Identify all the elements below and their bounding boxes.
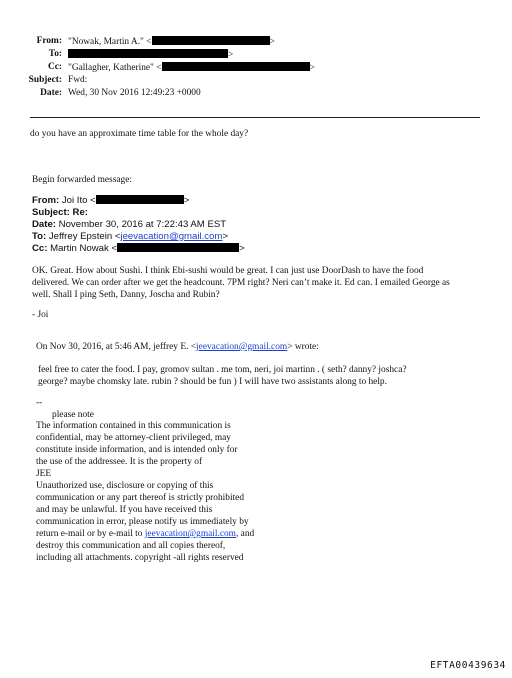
quoted-email-link[interactable]: jeevacation@gmail.com xyxy=(196,342,288,352)
to-label: To: xyxy=(48,49,62,59)
quoted-line-2: george? maybe chomsky late. rubin ? should be fun ) I will have two assistants along to help. xyxy=(38,377,387,387)
signature-separator: -- xyxy=(36,398,43,408)
disclaimer-line: and may be unlawful. If you have received this xyxy=(36,505,213,515)
forwarded-intro: Begin forwarded message: xyxy=(32,175,132,185)
please-note: please note xyxy=(52,410,94,420)
cc-row xyxy=(0,62,315,75)
quoted-intro-pre: On Nov 30, 2016, at 5:46 AM, jeffrey E. < xyxy=(36,342,197,352)
reply-line-2: delivered. We can order after we get the headcount. 7PM right? Neri can’t make it. Ed can. I emailed George as xyxy=(32,278,450,288)
fwd-subject-label: Subject: xyxy=(32,207,70,218)
cc-close: > xyxy=(309,63,315,73)
fwd-to-row xyxy=(32,231,332,243)
disclaimer-line: The information contained in this communication is xyxy=(36,421,231,431)
fwd-to-email-link[interactable]: jeevacation@gmail.com xyxy=(120,231,223,242)
fwd-cc-row xyxy=(32,243,332,255)
disclaimer-line: constitute inside information, and is intended only for xyxy=(36,445,238,455)
cc-label: Cc: xyxy=(47,62,62,72)
fwd-cc-close: > xyxy=(239,243,245,254)
quoted-intro xyxy=(36,342,319,353)
disclaimer-email-link[interactable]: jeevacation@gmail.com xyxy=(144,529,236,539)
fwd-from-close: > xyxy=(183,195,190,206)
fwd-date-label: Date: xyxy=(32,219,56,230)
fwd-cc-label: Cc: xyxy=(32,243,48,254)
fwd-to-close: > xyxy=(222,231,229,242)
fwd-to-label: To: xyxy=(32,231,47,242)
fwd-to-name: Jeffrey Epstein < xyxy=(48,231,121,242)
from-row xyxy=(0,36,300,49)
date-label: Date: xyxy=(40,88,62,98)
subject-label: Subject: xyxy=(28,75,62,85)
disclaimer-line: communication or any part thereof is strictly prohibited xyxy=(36,493,245,503)
from-label: From: xyxy=(36,36,62,46)
fwd-from-row xyxy=(32,195,332,207)
disclaimer-line: including all attachments. copyright -all rights reserved xyxy=(36,553,244,563)
date-row xyxy=(0,88,300,101)
redaction-bar xyxy=(96,195,184,204)
fwd-date-value: November 30, 2016 at 7:22:43 AM EST xyxy=(58,219,227,230)
fwd-from-value: Joi Ito < xyxy=(61,195,96,206)
redaction-bar xyxy=(117,243,239,252)
disclaimer-line: Unauthorized use, disclosure or copying of this xyxy=(36,481,214,491)
fwd-subject-value: Re: xyxy=(72,207,88,218)
reply-signature: - Joi xyxy=(32,310,49,320)
reply-line-1: OK. Great. How about Sushi. I think Ebi-sushi would be great. I can just use DoorDash to have the food xyxy=(32,266,424,276)
redaction-bar xyxy=(162,62,310,71)
quoted-intro-post: > wrote: xyxy=(287,342,319,352)
disclaimer-line: JEE xyxy=(36,469,52,479)
disclaimer-line: destroy this communication and all copies thereof, xyxy=(36,541,226,551)
from-close: > xyxy=(269,37,275,47)
disclaimer-line: return e-mail or by e-mail to jeevacation@gmail.com, and xyxy=(36,529,255,539)
date-value: Wed, 30 Nov 2016 12:49:23 +0000 xyxy=(68,88,201,98)
fwd-from-label: From: xyxy=(32,195,60,206)
disclaimer-line: the use of the addressee. It is the property of xyxy=(36,457,203,467)
disclaimer-line: confidential, may be attorney-client privileged, may xyxy=(36,433,231,443)
fwd-cc-value: Martin Nowak < xyxy=(50,243,118,254)
redaction-bar xyxy=(152,36,270,45)
header-divider xyxy=(30,117,480,118)
from-value: "Nowak, Martin A." < xyxy=(68,37,152,47)
quoted-line-1: feel free to cater the food. I pay, gromov sultan . me tom, neri, joi martinn . ( seth? danny? joshca? xyxy=(38,365,407,375)
subject-value: Fwd: xyxy=(68,75,88,85)
cc-value: "Gallagher, Katherine" < xyxy=(68,63,162,73)
document-id: EFTA00439634 xyxy=(430,660,506,671)
to-close: > xyxy=(228,50,234,60)
redaction-bar xyxy=(68,49,228,58)
disclaimer-line: communication in error, please notify us immediately by xyxy=(36,517,249,527)
body-question: do you have an approximate time table for the whole day? xyxy=(30,129,249,139)
reply-line-3: well. Shall I ping Seth, Danny, Joscha and Rubin? xyxy=(32,290,220,300)
fwd-subject-row xyxy=(32,207,332,219)
to-row xyxy=(0,49,300,62)
fwd-date-row xyxy=(32,219,332,231)
subject-row xyxy=(0,75,300,88)
